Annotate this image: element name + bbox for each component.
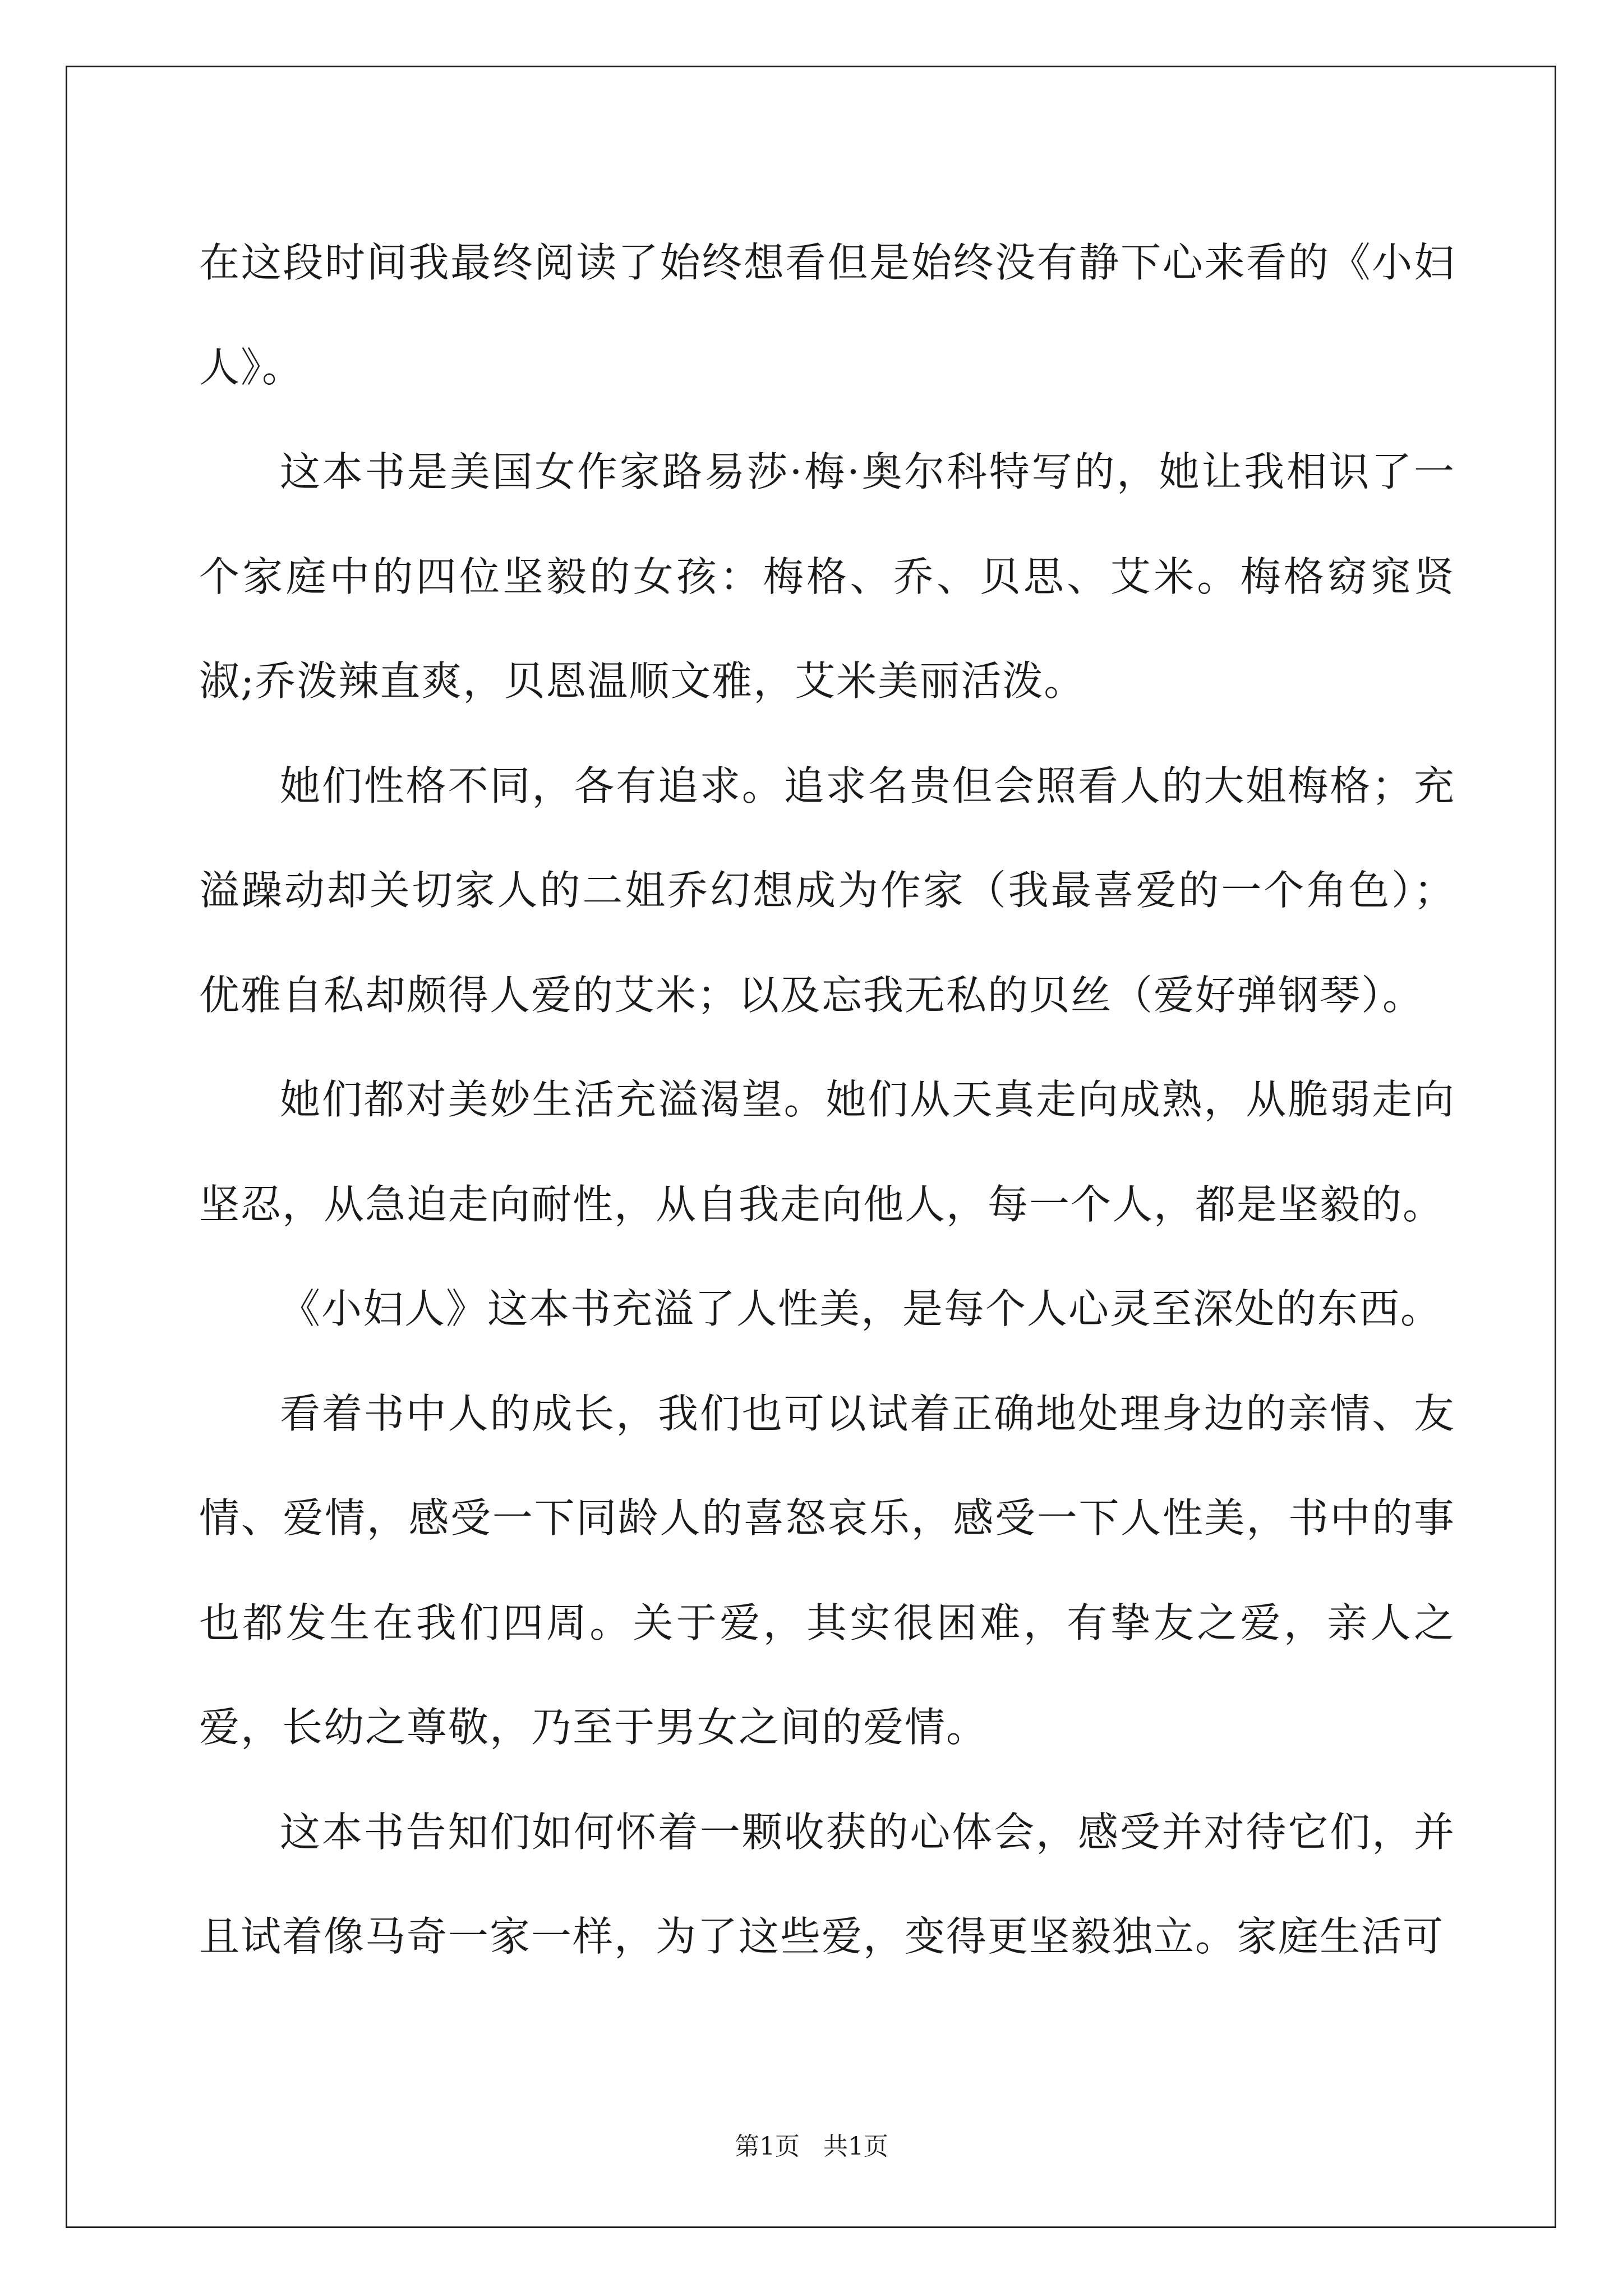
paragraph-2: 这本书是美国女作家路易莎·梅·奥尔科特写的，她让我相识了一个家庭中的四位坚毅的女孩：梅格、乔、贝思、艾米。梅格窈窕贤淑;乔泼辣直爽，贝恩温顺文雅，艾米美丽活泼。 — [199, 448, 1455, 705]
page-number-footer: 第1页 共1页 — [735, 2132, 888, 2161]
paragraph-4: 她们都对美妙生活充溢渴望。她们从天真走向成熟，从脆弱走向坚忍，从急迫走向耐性，从自我走向他人，每一个人，都是坚毅的。 — [199, 1076, 1455, 1228]
paragraph-6: 看着书中人的成长，我们也可以试着正确地处理身边的亲情、友情、爱情，感受一下同龄人的喜怒哀乐，感受一下人性美，书中的事也都发生在我们四周。关于爱，其实很困难，有挚友之爱，亲人之爱，长幼之尊敬，乃至于男女之间的爱情。 — [199, 1389, 1455, 1751]
paragraph-1: 在这段时间我最终阅读了始终想看但是始终没有静下心来看的《小妇人》。 — [199, 239, 1455, 391]
document-body — [199, 210, 1455, 1989]
paragraph-3: 她们性格不同，各有追求。追求名贵但会照看人的大姐梅格；充溢躁动却关切家人的二姐乔幻想成为作家（我最喜爱的一个角色）；优雅自私却颇得人爱的艾米；以及忘我无私的贝丝（爱好弹钢琴）。 — [199, 762, 1455, 1019]
paragraph-7: 这本书告知们如何怀着一颗收获的心体会，感受并对待它们，并且试着像马奇一家一样，为了这些爱，变得更坚毅独立。家庭生活可 — [199, 1808, 1455, 1960]
paragraph-5: 《小妇人》这本书充溢了人性美，是每个人心灵至深处的东西。 — [280, 1285, 1442, 1332]
